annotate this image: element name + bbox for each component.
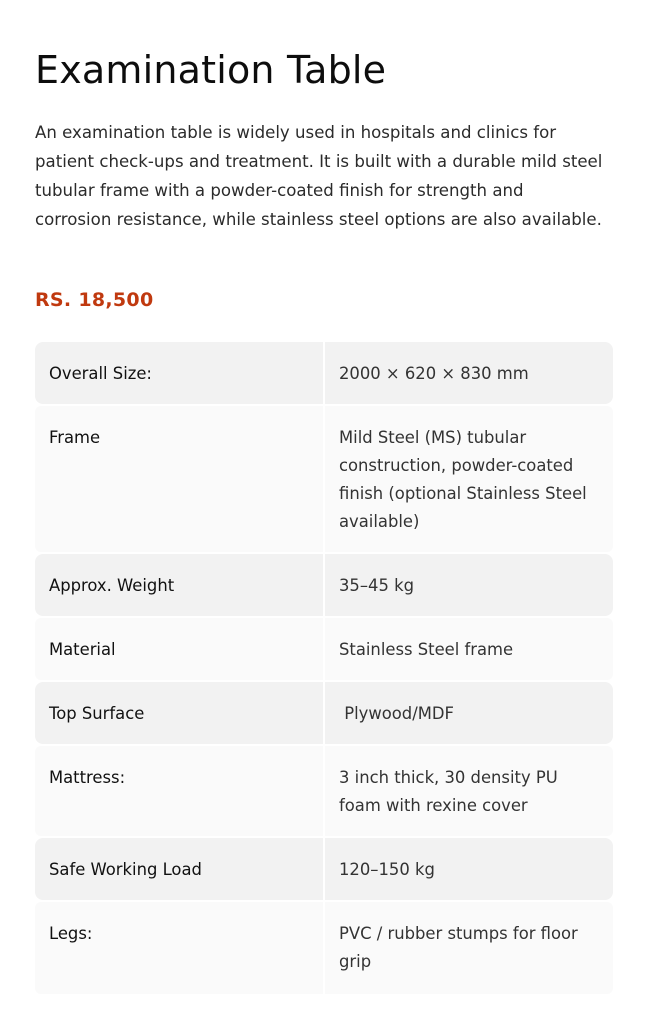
spec-value: 3 inch thick, 30 density PU foam with rexine cover [325,746,613,836]
spec-value: 2000 × 620 × 830 mm [325,342,613,404]
spec-row-top-surface [35,682,613,744]
page-title: Examination Table [35,48,387,92]
spec-label: Frame [35,406,323,552]
spec-value: Stainless Steel frame [325,618,613,680]
spec-row-material [35,618,613,680]
specifications-table [35,342,613,994]
spec-value: PVC / rubber stumps for floor grip [325,902,613,994]
spec-row-frame [35,406,613,552]
product-price: RS. 18,500 [35,289,154,311]
spec-row-legs [35,902,613,994]
spec-label: Material [35,618,323,680]
spec-label: Approx. Weight [35,554,323,616]
spec-label: Mattress: [35,746,323,836]
product-description: An examination table is widely used in hospitals and clinics for patient check-ups and treatment. It is built with a durable mild steel tubular frame with a powder-coated finish for strength and corrosion resistance, while stainless steel options are also available. [35,123,603,229]
spec-label: Safe Working Load [35,838,323,900]
spec-row-approx-weight [35,554,613,616]
spec-value: Mild Steel (MS) tubular construction, powder-coated finish (optional Stainless Steel available) [325,406,613,552]
spec-value: Plywood/MDF [325,682,613,744]
spec-value: 35–45 kg [325,554,613,616]
spec-label: Top Surface [35,682,323,744]
spec-value: 120–150 kg [325,838,613,900]
spec-row-overall-size [35,342,613,404]
spec-label: Legs: [35,902,323,994]
spec-label: Overall Size: [35,342,323,404]
spec-row-mattress [35,746,613,836]
spec-row-safe-working-load [35,838,613,900]
